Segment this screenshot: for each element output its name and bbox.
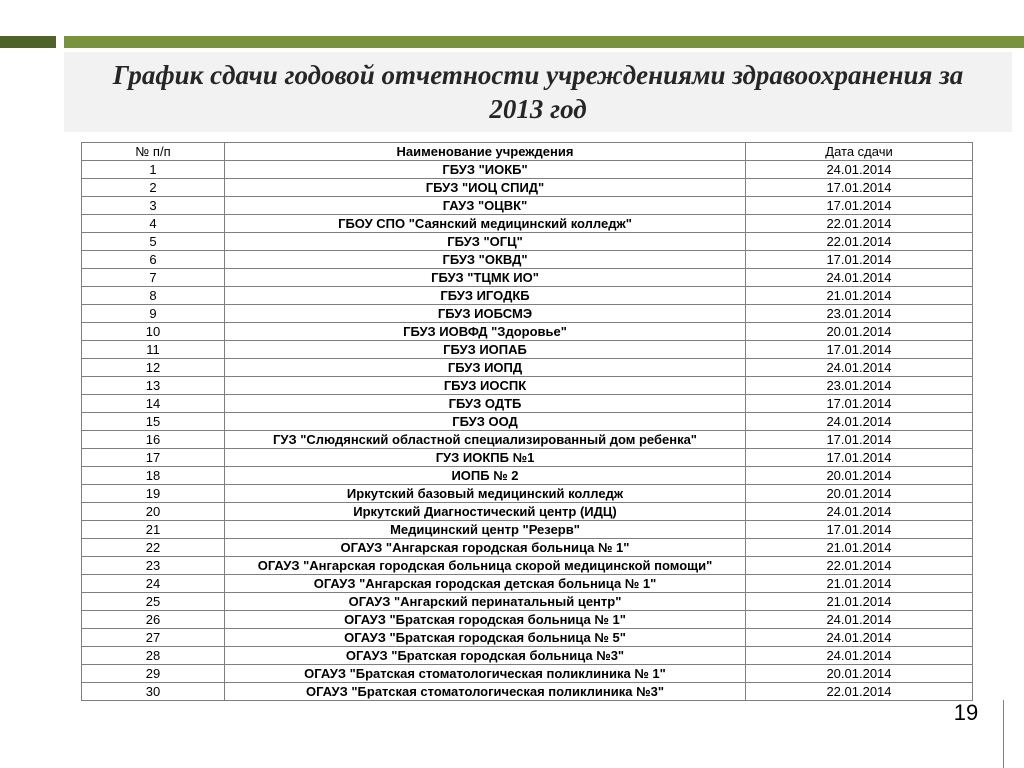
table-row: [82, 449, 973, 467]
cell-submission-date: 21.01.2014: [746, 575, 973, 593]
table-row: [82, 197, 973, 215]
table-row: [82, 485, 973, 503]
cell-submission-date: 17.01.2014: [746, 431, 973, 449]
table-row: [82, 359, 973, 377]
table-row: [82, 161, 973, 179]
table-row: [82, 179, 973, 197]
table-row: [82, 251, 973, 269]
cell-institution-name: ГБУЗ "ИОКБ": [225, 161, 746, 179]
cell-institution-name: ГБУЗ ИОПД: [225, 359, 746, 377]
cell-submission-date: 24.01.2014: [746, 359, 973, 377]
table-row: [82, 269, 973, 287]
cell-number: 17: [82, 449, 225, 467]
table-header-row: [82, 143, 973, 161]
cell-submission-date: 23.01.2014: [746, 305, 973, 323]
cell-number: 6: [82, 251, 225, 269]
cell-submission-date: 20.01.2014: [746, 665, 973, 683]
cell-number: 18: [82, 467, 225, 485]
table-row: [82, 215, 973, 233]
cell-submission-date: 22.01.2014: [746, 215, 973, 233]
cell-submission-date: 21.01.2014: [746, 593, 973, 611]
cell-institution-name: ОГАУЗ "Ангарская городская больница скорой медицинской помощи": [225, 557, 746, 575]
cell-institution-name: ГУЗ "Слюдянский областной специализированный дом ребенка": [225, 431, 746, 449]
cell-institution-name: ОГАУЗ "Братская городская больница №3": [225, 647, 746, 665]
cell-number: 27: [82, 629, 225, 647]
cell-institution-name: ГАУЗ "ОЦВК": [225, 197, 746, 215]
cell-institution-name: ОГАУЗ "Братская стоматологическая поликлиника № 1": [225, 665, 746, 683]
page-title: График сдачи годовой отчетности учреждениями здравоохранения за 2013 год: [112, 60, 964, 124]
cell-institution-name: ГБУЗ "ТЦМК ИО": [225, 269, 746, 287]
cell-submission-date: 22.01.2014: [746, 557, 973, 575]
cell-submission-date: 22.01.2014: [746, 233, 973, 251]
cell-number: 12: [82, 359, 225, 377]
cell-number: 4: [82, 215, 225, 233]
cell-institution-name: ОГАУЗ "Братская стоматологическая поликлиника №3": [225, 683, 746, 701]
cell-submission-date: 22.01.2014: [746, 683, 973, 701]
cell-submission-date: 23.01.2014: [746, 377, 973, 395]
title-box: [64, 52, 1012, 132]
cell-number: 14: [82, 395, 225, 413]
cell-institution-name: ГУЗ ИОКПБ №1: [225, 449, 746, 467]
table-row: [82, 539, 973, 557]
cell-institution-name: ОГАУЗ "Братская городская больница № 1": [225, 611, 746, 629]
table-row: [82, 287, 973, 305]
cell-number: 16: [82, 431, 225, 449]
cell-number: 13: [82, 377, 225, 395]
table-row: [82, 521, 973, 539]
table-body: [82, 161, 973, 701]
table-row: [82, 341, 973, 359]
cell-institution-name: ОГАУЗ "Братская городская больница № 5": [225, 629, 746, 647]
table-row: [82, 557, 973, 575]
cell-institution-name: Иркутский Диагностический центр (ИДЦ): [225, 503, 746, 521]
cell-submission-date: 24.01.2014: [746, 161, 973, 179]
cell-number: 19: [82, 485, 225, 503]
table-row: [82, 431, 973, 449]
cell-number: 11: [82, 341, 225, 359]
table-row: [82, 665, 973, 683]
cell-submission-date: 20.01.2014: [746, 323, 973, 341]
cell-number: 30: [82, 683, 225, 701]
cell-number: 26: [82, 611, 225, 629]
cell-institution-name: ИОПБ № 2: [225, 467, 746, 485]
cell-submission-date: 24.01.2014: [746, 503, 973, 521]
cell-number: 25: [82, 593, 225, 611]
cell-institution-name: ГБУЗ ИОБСМЭ: [225, 305, 746, 323]
cell-institution-name: Иркутский базовый медицинский колледж: [225, 485, 746, 503]
cell-submission-date: 17.01.2014: [746, 521, 973, 539]
cell-number: 8: [82, 287, 225, 305]
table-row: [82, 305, 973, 323]
table-row: [82, 611, 973, 629]
schedule-table: [81, 142, 973, 701]
cell-number: 15: [82, 413, 225, 431]
cell-submission-date: 24.01.2014: [746, 413, 973, 431]
col-header-date: Дата сдачи: [746, 143, 973, 161]
cell-institution-name: ГБУЗ ИОПАБ: [225, 341, 746, 359]
cell-number: 29: [82, 665, 225, 683]
cell-number: 20: [82, 503, 225, 521]
table-row: [82, 593, 973, 611]
cell-number: 2: [82, 179, 225, 197]
cell-submission-date: 24.01.2014: [746, 629, 973, 647]
table-row: [82, 683, 973, 701]
cell-submission-date: 17.01.2014: [746, 449, 973, 467]
cell-institution-name: ГБУЗ ИОСПК: [225, 377, 746, 395]
cell-submission-date: 24.01.2014: [746, 647, 973, 665]
cell-institution-name: ОГАУЗ "Ангарская городская детская больница № 1": [225, 575, 746, 593]
header-bar-dark: [0, 36, 56, 48]
cell-number: 22: [82, 539, 225, 557]
cell-institution-name: Медицинский центр "Резерв": [225, 521, 746, 539]
table-row: [82, 413, 973, 431]
table-row: [82, 629, 973, 647]
cell-number: 24: [82, 575, 225, 593]
cell-number: 1: [82, 161, 225, 179]
table-row: [82, 503, 973, 521]
cell-institution-name: ОГАУЗ "Ангарская городская больница № 1": [225, 539, 746, 557]
cell-institution-name: ГБУЗ "ИОЦ СПИД": [225, 179, 746, 197]
table-row: [82, 377, 973, 395]
page-number: 19: [953, 700, 979, 725]
cell-submission-date: 20.01.2014: [746, 485, 973, 503]
cell-institution-name: ГБУЗ "ОКВД": [225, 251, 746, 269]
cell-institution-name: ГБУЗ ИГОДКБ: [225, 287, 746, 305]
cell-institution-name: ГБУЗ ИОВФД "Здоровье": [225, 323, 746, 341]
col-header-name: Наименование учреждения: [225, 143, 746, 161]
cell-number: 23: [82, 557, 225, 575]
col-header-number: № п/п: [82, 143, 225, 161]
cell-institution-name: ГБУЗ "ОГЦ": [225, 233, 746, 251]
cell-institution-name: ОГАУЗ "Ангарский перинатальный центр": [225, 593, 746, 611]
table-row: [82, 395, 973, 413]
cell-institution-name: ГБУЗ ОДТБ: [225, 395, 746, 413]
cell-number: 28: [82, 647, 225, 665]
cell-submission-date: 17.01.2014: [746, 341, 973, 359]
cell-number: 10: [82, 323, 225, 341]
cell-submission-date: 17.01.2014: [746, 395, 973, 413]
table-row: [82, 647, 973, 665]
table-row: [82, 233, 973, 251]
cell-submission-date: 17.01.2014: [746, 251, 973, 269]
footer-vertical-rule: [1003, 700, 1004, 768]
cell-number: 5: [82, 233, 225, 251]
cell-submission-date: 17.01.2014: [746, 179, 973, 197]
table-row: [82, 323, 973, 341]
cell-number: 3: [82, 197, 225, 215]
cell-submission-date: 24.01.2014: [746, 269, 973, 287]
cell-submission-date: 21.01.2014: [746, 287, 973, 305]
table-row: [82, 467, 973, 485]
cell-institution-name: ГБУЗ ООД: [225, 413, 746, 431]
cell-institution-name: ГБОУ СПО "Саянский медицинский колледж": [225, 215, 746, 233]
cell-submission-date: 20.01.2014: [746, 467, 973, 485]
cell-submission-date: 17.01.2014: [746, 197, 973, 215]
cell-number: 9: [82, 305, 225, 323]
cell-number: 7: [82, 269, 225, 287]
cell-submission-date: 24.01.2014: [746, 611, 973, 629]
table-row: [82, 575, 973, 593]
cell-number: 21: [82, 521, 225, 539]
cell-submission-date: 21.01.2014: [746, 539, 973, 557]
header-bar-light: [64, 36, 1024, 48]
